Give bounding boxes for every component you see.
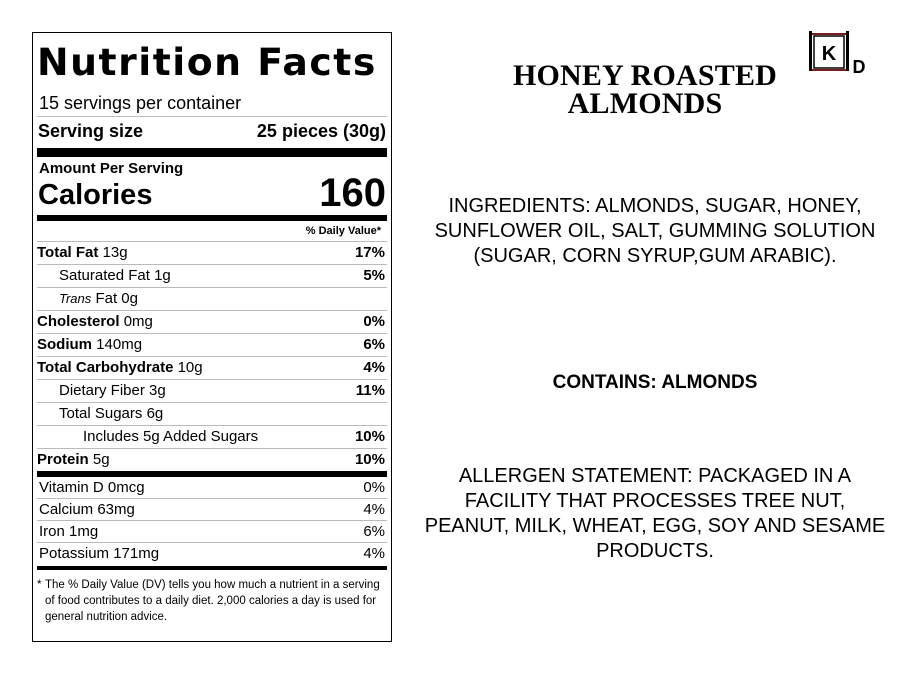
calories-label: Calories [38, 179, 153, 211]
nutrient-amount: 5g [92, 451, 110, 468]
nutrient-name: Fat [95, 290, 118, 307]
nutrient-name: Dietary Fiber [59, 382, 145, 399]
serving-size-label: Serving size [38, 121, 144, 141]
footnote [37, 577, 387, 625]
daily-value-header: % Daily Value* [305, 225, 381, 237]
nutrient-dv: 10% [354, 451, 385, 468]
nutrient-row-saturated-fat [37, 264, 387, 287]
nutrient-dv: 0% [363, 313, 385, 330]
nutrient-amount: 0g [121, 290, 138, 307]
calories-row [37, 171, 387, 215]
nutrient-row-total-sugars [37, 402, 387, 425]
nutrient-dv: 6% [363, 336, 385, 353]
nutrient-name: Total Fat [37, 244, 99, 261]
vitamin-name: Potassium 171mg [39, 545, 160, 562]
vitamins-list [37, 477, 387, 564]
vitamin-name: Calcium 63mg [39, 501, 135, 518]
allergen-statement: ALLERGEN STATEMENT: PACKAGED IN A FACILITY THAT PROCESSES TREE NUT, PEANUT, MILK, WHEAT, EGG, SOY AND SESAME PRODUCTS. [424, 465, 886, 562]
nutrient-name: Total Sugars [59, 405, 143, 422]
vitamin-dv: 0% [363, 479, 385, 496]
nutrient-amount: 3g [149, 382, 166, 399]
vitamin-row [37, 477, 387, 498]
nutrient-row-protein [37, 448, 387, 471]
nutrient-name-italic: Trans [59, 291, 92, 306]
product-title-line1: HONEY ROASTED [512, 59, 778, 92]
nutrient-row-added-sugars [37, 425, 387, 448]
servings-per-container: 15 servings per container [39, 93, 242, 113]
nutrient-dv: 17% [354, 244, 385, 261]
nutrient-dv: 4% [363, 359, 385, 376]
calories-value: 160 [319, 171, 386, 215]
footnote-divider [37, 566, 387, 570]
nutrient-amount: 13g [102, 244, 128, 261]
nutrient-name: Cholesterol [37, 313, 120, 330]
nutrient-row-trans-fat [37, 287, 387, 310]
nutrition-facts-title: Nutrition Facts [37, 41, 377, 84]
thick-divider [37, 148, 387, 157]
ingredients-statement: INGREDIENTS: ALMONDS, SUGAR, HONEY, SUNFLOWER OIL, SALT, GUMMING SOLUTION (SUGAR, CORN SYRUP,GUM ARABIC). [434, 195, 876, 267]
vitamin-dv: 4% [363, 545, 385, 562]
logo-letter-d: D [852, 57, 866, 77]
nutrient-dv: 10% [354, 428, 385, 445]
nutrient-amount: 6g [146, 405, 164, 422]
product-title [480, 59, 810, 120]
amount-per-serving: Amount Per Serving [39, 160, 184, 177]
nutrient-dv: 5% [363, 267, 385, 284]
nutrient-name: Protein [37, 451, 89, 468]
vitamin-row [37, 542, 387, 564]
nutrient-row-dietary-fiber [37, 379, 387, 402]
product-title-line2: ALMONDS [567, 87, 723, 120]
vitamin-row [37, 498, 387, 520]
vitamin-dv: 6% [363, 523, 385, 540]
nutrient-amount: 1g [154, 267, 171, 284]
nutrient-amount: 140mg [96, 336, 143, 353]
nutrient-row-total-fat [37, 241, 387, 264]
logo-letter-k: K [821, 43, 837, 65]
nutrient-name: Sodium [37, 336, 92, 353]
nutrient-row-sodium [37, 333, 387, 356]
nutrient-row-total-carbohydrate [37, 356, 387, 379]
nutrient-amount: 10g [177, 359, 203, 376]
vitamin-name: Vitamin D 0mcg [39, 479, 145, 496]
vitamin-row [37, 520, 387, 542]
kosher-certification-logo [808, 30, 868, 78]
footnote-star: * [37, 579, 42, 591]
vitamin-dv: 4% [363, 501, 385, 518]
nutrient-name: Saturated Fat [59, 267, 150, 284]
nutrient-name: Total Carbohydrate [37, 359, 174, 376]
contains-statement: CONTAINS: ALMONDS [552, 372, 758, 393]
serving-size-value: 25 pieces (30g) [256, 121, 386, 141]
divider [37, 116, 387, 117]
nutrient-amount: 0mg [123, 313, 153, 330]
nutrient-row-cholesterol [37, 310, 387, 333]
nutrition-facts-panel [32, 32, 392, 642]
vitamin-name: Iron 1mg [39, 523, 99, 540]
footnote-text: The % Daily Value (DV) tells you how much a nutrient in a serving of food contributes to a daily diet. 2,000 calories a day is used for general nutrition advice. [45, 579, 380, 623]
serving-size-row [37, 119, 387, 143]
nutrient-dv: 11% [355, 382, 385, 399]
nutrient-name: Includes 5g Added Sugars [83, 428, 259, 445]
